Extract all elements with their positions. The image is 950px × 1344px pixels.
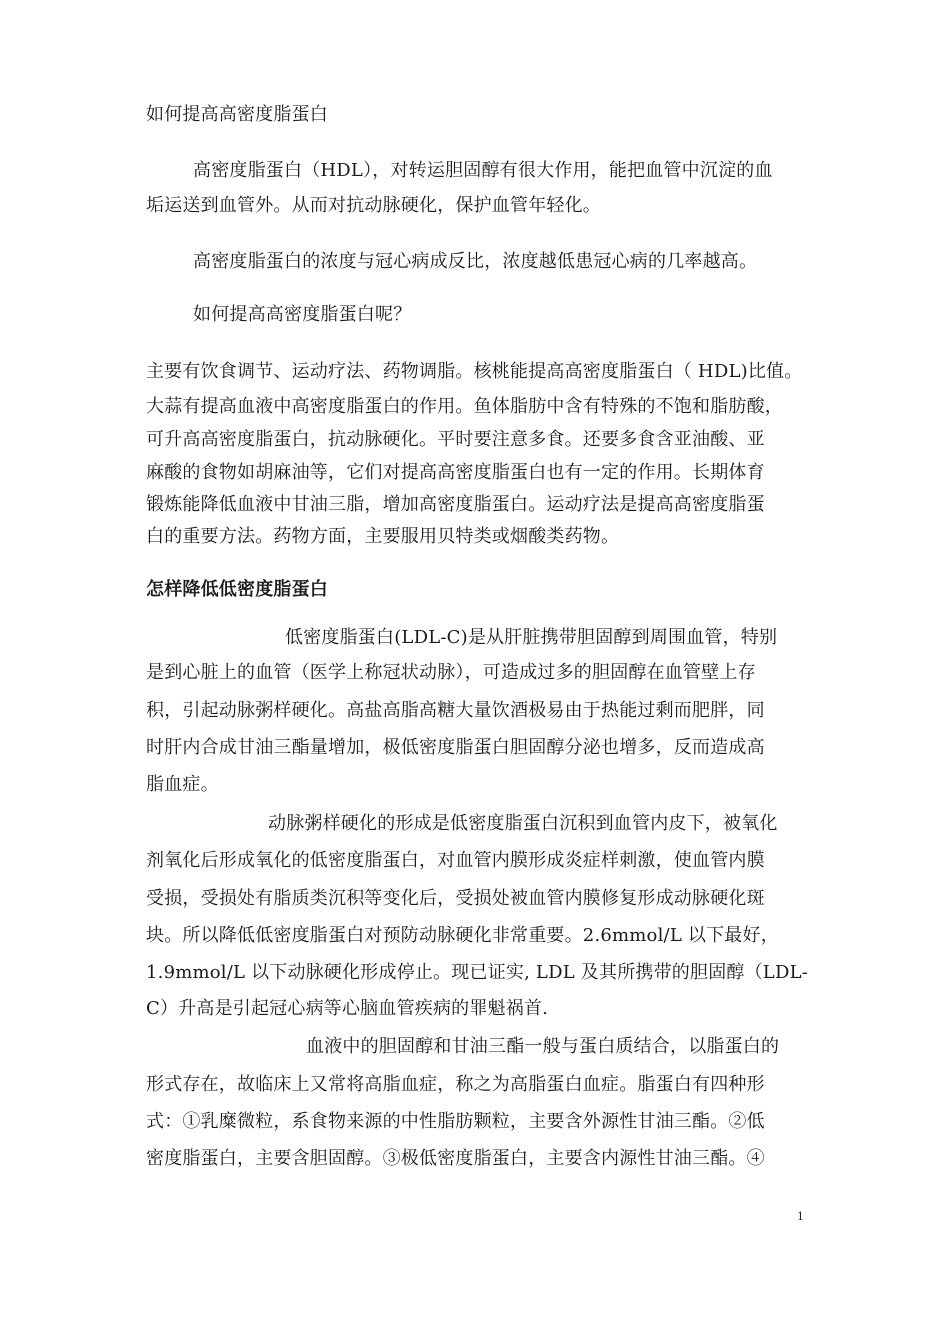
paragraph-6-line-4: 块。所以降低低密度脂蛋白对预防动脉硬化非常重要。2.6mmol/L 以下最好， [146, 925, 779, 946]
paragraph-5-line-1: 低密度脂蛋白(LDL-C)是从肝脏携带胆固醇到周围血管，特别 [285, 627, 778, 648]
paragraph-6-line-2: 剂氧化后形成氧化的低密度脂蛋白，对血管内膜形成炎症样刺激，使血管内膜 [146, 850, 765, 871]
paragraph-5-line-5: 脂血症。 [146, 774, 219, 795]
paragraph-5-line-3: 积，引起动脉粥样硬化。高盐高脂高糖大量饮酒极易由于热能过剩而肥胖，同 [146, 700, 765, 721]
paragraph-2: 高密度脂蛋白的浓度与冠心病成反比，浓度越低患冠心病的几率越高。 [193, 251, 758, 272]
paragraph-1-line-1: 高密度脂蛋白（HDL），对转运胆固醇有很大作用，能把血管中沉淀的血 [193, 160, 773, 181]
paragraph-3: 如何提高高密度脂蛋白呢？ [193, 304, 412, 325]
paragraph-4-line-3: 可升高高密度脂蛋白，抗动脉硬化。平时要注意多食。还要多食含亚油酸、亚 [146, 429, 765, 450]
paragraph-6-line-3: 受损，受损处有脂质类沉积等变化后，受损处被血管内膜修复形成动脉硬化斑 [146, 888, 765, 909]
page-number: 1 [797, 1208, 804, 1223]
section-heading: 怎样降低低密度脂蛋白 [146, 579, 328, 600]
paragraph-7-line-4: 密度脂蛋白，主要含胆固醇。③极低密度脂蛋白，主要含内源性甘油三酯。④ [146, 1148, 765, 1169]
paragraph-4-line-1: 主要有饮食调节、运动疗法、药物调脂。核桃能提高高密度脂蛋白（ HDL)比值。 [146, 361, 803, 382]
paragraph-4-line-4: 麻酸的食物如胡麻油等，它们对提高高密度脂蛋白也有一定的作用。长期体育 [146, 462, 765, 483]
paragraph-6-line-5: 1.9mmol/L 以下动脉硬化形成停止。现已证实, LDL 及其所携带的胆固醇（LDL- [146, 962, 809, 983]
paragraph-5-line-4: 时肝内合成甘油三酯量增加，极低密度脂蛋白胆固醇分泌也增多，反而造成高 [146, 737, 765, 758]
paragraph-4-line-2: 大蒜有提高血液中高密度脂蛋白的作用。鱼体脂肪中含有特殊的不饱和脂肪酸， [146, 396, 783, 417]
paragraph-7-line-3: 式：①乳糜微粒，系食物来源的中性脂肪颗粒，主要含外源性甘油三酯。②低 [146, 1111, 765, 1132]
paragraph-6-line-6: C）升高是引起冠心病等心脑血管疾病的罪魁祸首. [146, 998, 549, 1019]
paragraph-1-line-2: 垢运送到血管外。从而对抗动脉硬化，保护血管年轻化。 [146, 195, 601, 216]
paragraph-5-line-2: 是到心脏上的血管（医学上称冠状动脉），可造成过多的胆固醇在血管壁上存 [146, 662, 756, 683]
paragraph-6-line-1: 动脉粥样硬化的形成是低密度脂蛋白沉积到血管内皮下，被氧化 [268, 813, 778, 834]
paragraph-4-line-6: 白的重要方法。药物方面，主要服用贝特类或烟酸类药物。 [146, 526, 620, 547]
paragraph-4-line-5: 锻炼能降低血液中甘油三脂，增加高密度脂蛋白。运动疗法是提高高密度脂蛋 [146, 494, 765, 515]
paragraph-7-line-2: 形式存在，故临床上又常将高脂血症，称之为高脂蛋白血症。脂蛋白有四种形 [146, 1074, 765, 1095]
paragraph-7-line-1: 血液中的胆固醇和甘油三酯一般与蛋白质结合，以脂蛋白的 [306, 1036, 780, 1057]
doc-title: 如何提高高密度脂蛋白 [146, 104, 328, 125]
